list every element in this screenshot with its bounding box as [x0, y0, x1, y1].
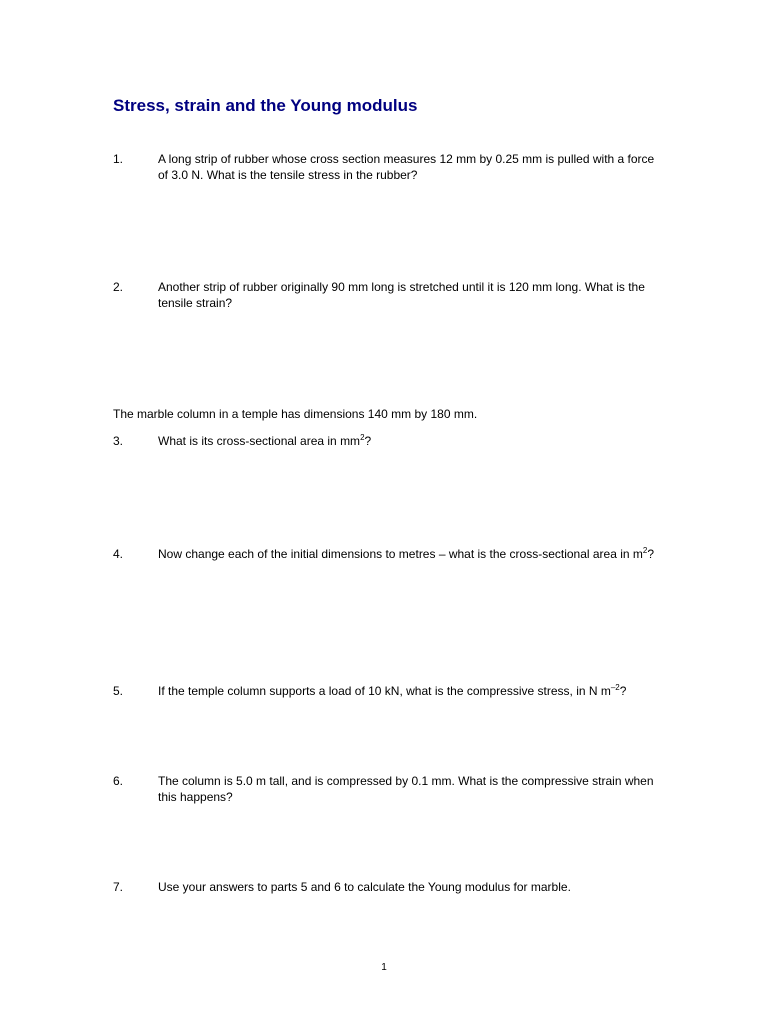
question-number: 6.	[113, 774, 124, 788]
question-text	[158, 683, 658, 699]
question-text: A long strip of rubber whose cross section measures 12 mm by 0.25 mm is pulled with a force of 3.0 N. What is the tensile stress in the rubber?	[158, 152, 655, 182]
page-title: Stress, strain and the Young modulus	[113, 96, 418, 115]
page-number: 1	[381, 962, 387, 973]
question-number: 5.	[113, 684, 124, 698]
question-text: Use your answers to parts 5 and 6 to calculate the Young modulus for marble.	[158, 880, 571, 894]
question-number: 3.	[113, 434, 124, 448]
question-text-end: ?	[647, 547, 655, 561]
question-text: The column is 5.0 m tall, and is compressed by 0.1 mm. What is the compressive strain when this happens?	[158, 774, 654, 804]
question-text-main: What is its cross-sectional area in mm	[158, 434, 361, 448]
superscript: 2	[642, 546, 648, 555]
question-number: 4.	[113, 547, 124, 561]
question-text	[158, 433, 658, 449]
marble-column-intro: The marble column in a temple has dimensions 140 mm by 180 mm.	[113, 407, 478, 421]
question-text-end: ?	[364, 434, 372, 448]
question-number: 1.	[113, 152, 124, 166]
question-number: 7.	[113, 880, 124, 894]
question-text	[158, 546, 658, 562]
superscript: –2	[610, 683, 620, 692]
question-text-end: ?	[619, 684, 627, 698]
question-text: Another strip of rubber originally 90 mm long is stretched until it is 120 mm long. What is the tensile strain?	[158, 280, 645, 310]
question-text-main: If the temple column supports a load of 10 kN, what is the compressive stress, in N m	[158, 684, 611, 698]
question-number: 2.	[113, 280, 124, 294]
question-text-main: Now change each of the initial dimensions to metres – what is the cross-sectional area in m	[158, 547, 643, 561]
superscript: 2	[360, 433, 365, 442]
